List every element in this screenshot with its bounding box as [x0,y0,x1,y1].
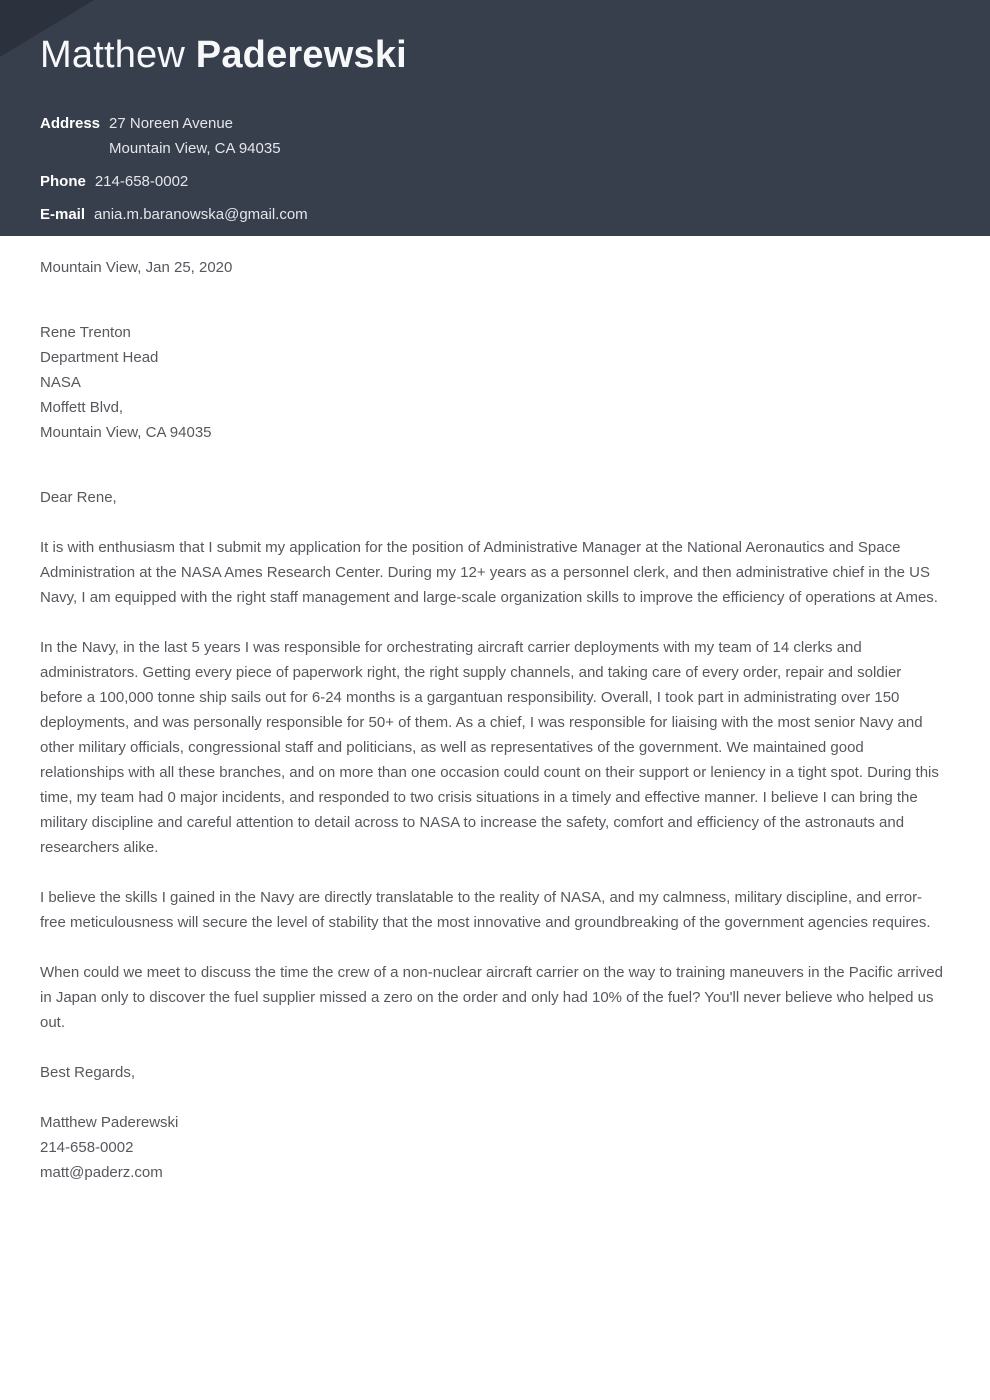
last-name: Paderewski [195,34,407,76]
email-value: ania.m.baranowska@gmail.com [94,206,308,223]
contact-row-address [40,111,950,161]
phone-value: 214-658-0002 [94,173,189,190]
recipient-city: Mountain View, CA 94035 [40,424,212,441]
signature-block [40,1110,947,1185]
recipient-title: Department Head [40,349,159,366]
letter-header [0,0,990,236]
first-name: Matthew [40,34,186,76]
signature-phone: 214-658-0002 [40,1139,134,1156]
contact-info [40,111,950,227]
address-label: Address [40,115,101,132]
phone-label: Phone [40,173,86,190]
letter-body [0,236,990,1185]
salutation: Dear Rene, [40,489,117,506]
contact-row-email [40,202,950,227]
contact-row-phone [40,169,950,194]
paragraph-call-to-action: When could we meet to discuss the time the crew of a non-nuclear aircraft carrier on the way to training maneuvers in the Pacific arrived in Japan only to discover the fuel supplier missed a zero on the order and only had 10% of the fuel? You'll never believe who helped us out. [40,964,943,1031]
signature-email: matt@paderz.com [40,1164,163,1181]
email-label: E-mail [40,206,86,223]
address-line-2: Mountain View, CA 94035 [109,140,281,157]
recipient-block [40,320,947,445]
recipient-street: Moffett Blvd, [40,399,124,416]
paragraph-skills: I believe the skills I gained in the Navy are directly translatable to the reality of NASA, and my calmness, military discipline, and error-free meticulousness will secure the level of stability that the most innovative and groundbreaking of the government agencies requires. [40,889,931,931]
recipient-company: NASA [40,374,81,391]
recipient-name: Rene Trenton [40,324,131,341]
paragraph-experience: In the Navy, in the last 5 years I was responsible for orchestrating aircraft carrier deployments with my team of 14 clerks and administrators. Getting every piece of paperwork right, the right supply channels, and taking care of every order, repair and soldier before a 100,000 tonne ship sails out for 6-24 months is a gargantuan responsibility. Overall, I took part in administrating over 150 deployments, and was personally responsible for 50+ of them. As a chief, I was responsible for liaising with the most senior Navy and other military officials, congressional staff and politicians, as well as representatives of the government. We maintained good relationships with all these branches, and on more than one occasion could count on their support or leniency in a tight spot. During this time, my team had 0 major incidents, and responded to two crisis situations in a timely and effective manner. I believe I can bring the military discipline and careful attention to detail across to NASA to increase the safety, comfort and efficiency of the astronauts and researchers alike. [40,639,939,856]
paragraph-intro: It is with enthusiasm that I submit my application for the position of Administrative Manager at the National Aeronautics and Space Administration at the NASA Ames Research Center. During my 12+ years as a personnel clerk, and then administrative chief in the US Navy, I am equipped with the right staff management and large-scale organization skills to improve the efficiency of operations at Ames. [40,539,938,606]
address-line-1: 27 Noreen Avenue [109,115,234,132]
address-value [109,111,281,161]
corner-fold-accent [0,0,94,57]
person-name [40,35,950,75]
closing-line: Best Regards, [40,1064,136,1081]
signature-name: Matthew Paderewski [40,1114,179,1131]
date-line: Mountain View, Jan 25, 2020 [40,259,233,276]
